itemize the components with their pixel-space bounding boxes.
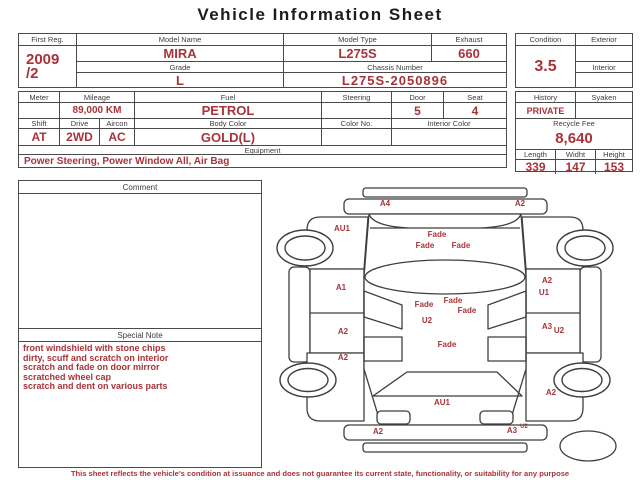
seat-value: 4 [443,102,506,118]
damage-label: A2 [337,353,349,362]
syaken-header: Syaken [575,92,632,102]
mileage-header: Mileage [59,92,134,102]
special-note-line: front windshield with stone chips [23,343,166,353]
damage-label: U2 [421,316,433,325]
damage-label: A2 [541,276,553,285]
right-door-panels [526,269,580,353]
damage-label: A2 [514,199,526,208]
special-note-line: dirty, scuff and scratch on interior [23,352,169,363]
drive-header: Drive [59,118,99,128]
history-header: History [533,92,558,102]
damage-label: AU1 [333,224,351,233]
special-note-line: scratched wheel cap [23,371,112,382]
door-header: Door [391,92,443,102]
model-type-value: L275S [283,45,431,61]
left-door-panels [310,269,364,353]
grade-header: Grade [76,61,283,72]
exhaust-header: Exhaust [431,34,506,45]
color-no-value [321,128,391,145]
chassis-number-value: L275S-2050896 [283,72,506,88]
right-rocker-panel [580,267,601,362]
first-reg-header: First Reg. [31,35,64,44]
body-color-value: GOLD(L) [134,128,321,145]
damage-label: U2 [553,326,565,335]
damage-label: Fade [451,241,471,250]
interior-header: Interior [575,61,632,72]
damage-label: U2 [520,424,528,430]
special-note-line: scratch and fade on door mirror [23,362,160,373]
steering-header: Steering [321,92,391,102]
first-reg-value [19,45,76,88]
left-tail-light [377,411,410,424]
recycle-fee-value: 8,640 [555,130,593,147]
damage-label: Fade [457,306,477,315]
height-value: 153 [595,159,632,174]
car-diagram [270,185,640,470]
length-header: Length [516,149,555,159]
damage-label: Fade [415,241,435,250]
shift-header: Shift [19,118,59,128]
special-note-header: Special Note [19,328,261,342]
fuel-value: PETROL [134,102,321,118]
model-name-header: Model Name [76,34,283,45]
mileage-value: 89,000 KM [59,102,134,118]
equipment-value: Power Steering, Power Window All, Air Bag [19,154,506,167]
comment-box [18,180,262,468]
exterior-header: Exterior [575,34,632,45]
exterior-value [575,45,632,61]
history-value: PRIVATE [516,102,575,118]
door-value: 5 [391,102,443,118]
damage-label: A3 [541,322,553,331]
body-color-header: Body Color [134,118,321,128]
length-value: 339 [516,159,555,174]
interior-color-header: Interior Color [391,118,506,128]
steering-value [321,102,391,118]
model-name-value: MIRA [76,45,283,61]
width-value: 147 [555,159,595,174]
car-body [364,214,526,425]
grade-value: L [76,72,283,88]
spec-table [18,91,507,168]
disclaimer-text: This sheet reflects the vehicle's condition at issuance and does not guarantee its current state, functionality, or suitability for any purpose [70,469,570,478]
aircon-value: AC [99,128,134,145]
shift-value: AT [19,128,59,145]
exhaust-value: 660 [431,45,506,61]
damage-label: Fade [443,296,463,305]
page-title: Vehicle Information Sheet [197,5,443,24]
comment-header: Comment [19,181,261,194]
aircon-header: Aircon [99,118,134,128]
comment-value [19,194,261,328]
width-header: Widht [555,149,595,159]
meter-value [19,102,59,118]
left-rocker-panel [289,267,310,362]
seat-header: Seat [443,92,506,102]
damage-label: Fade [427,230,447,239]
model-type-header: Model Type [283,34,431,45]
special-note-line: scratch and dent on various parts [23,381,168,392]
syaken-value [575,102,632,118]
spare-wheel [560,431,616,461]
condition-value: 3.5 [516,45,575,87]
drive-value: 2WD [59,128,99,145]
right-tail-light [480,411,513,424]
interior-value [575,72,632,87]
history-panel [515,91,633,172]
damage-label: U1 [538,288,550,297]
meter-header: Meter [29,92,49,102]
special-note-lines [19,342,261,467]
damage-label: A1 [335,283,347,292]
rear-bumper-bottom-bar [363,443,527,452]
damage-label: A2 [337,327,349,336]
damage-label: Fade [437,340,457,349]
damage-label: A3 [506,426,518,435]
model-info-table [18,33,507,88]
recycle-fee-header: Recycle Fee [516,118,632,128]
front-bumper-top-bar [363,188,527,197]
interior-color-value [391,128,506,145]
damage-label: Fade [414,300,434,309]
color-no-header: Color No. [321,118,391,128]
equipment-header: Equipment [19,145,506,154]
damage-label: AU1 [433,398,451,407]
damage-label: A2 [545,388,557,397]
fuel-header: Fuel [134,92,321,102]
height-header: Height [595,149,632,159]
condition-header: Condition [529,35,562,44]
car-damage-diagram [270,185,640,470]
first-reg-year: 2009 [26,50,60,68]
first-reg-month: /2 [26,65,39,82]
condition-panel [515,33,633,88]
damage-label: A2 [372,427,384,436]
chassis-number-header: Chassis Number [283,61,506,72]
damage-label: A4 [379,199,391,208]
